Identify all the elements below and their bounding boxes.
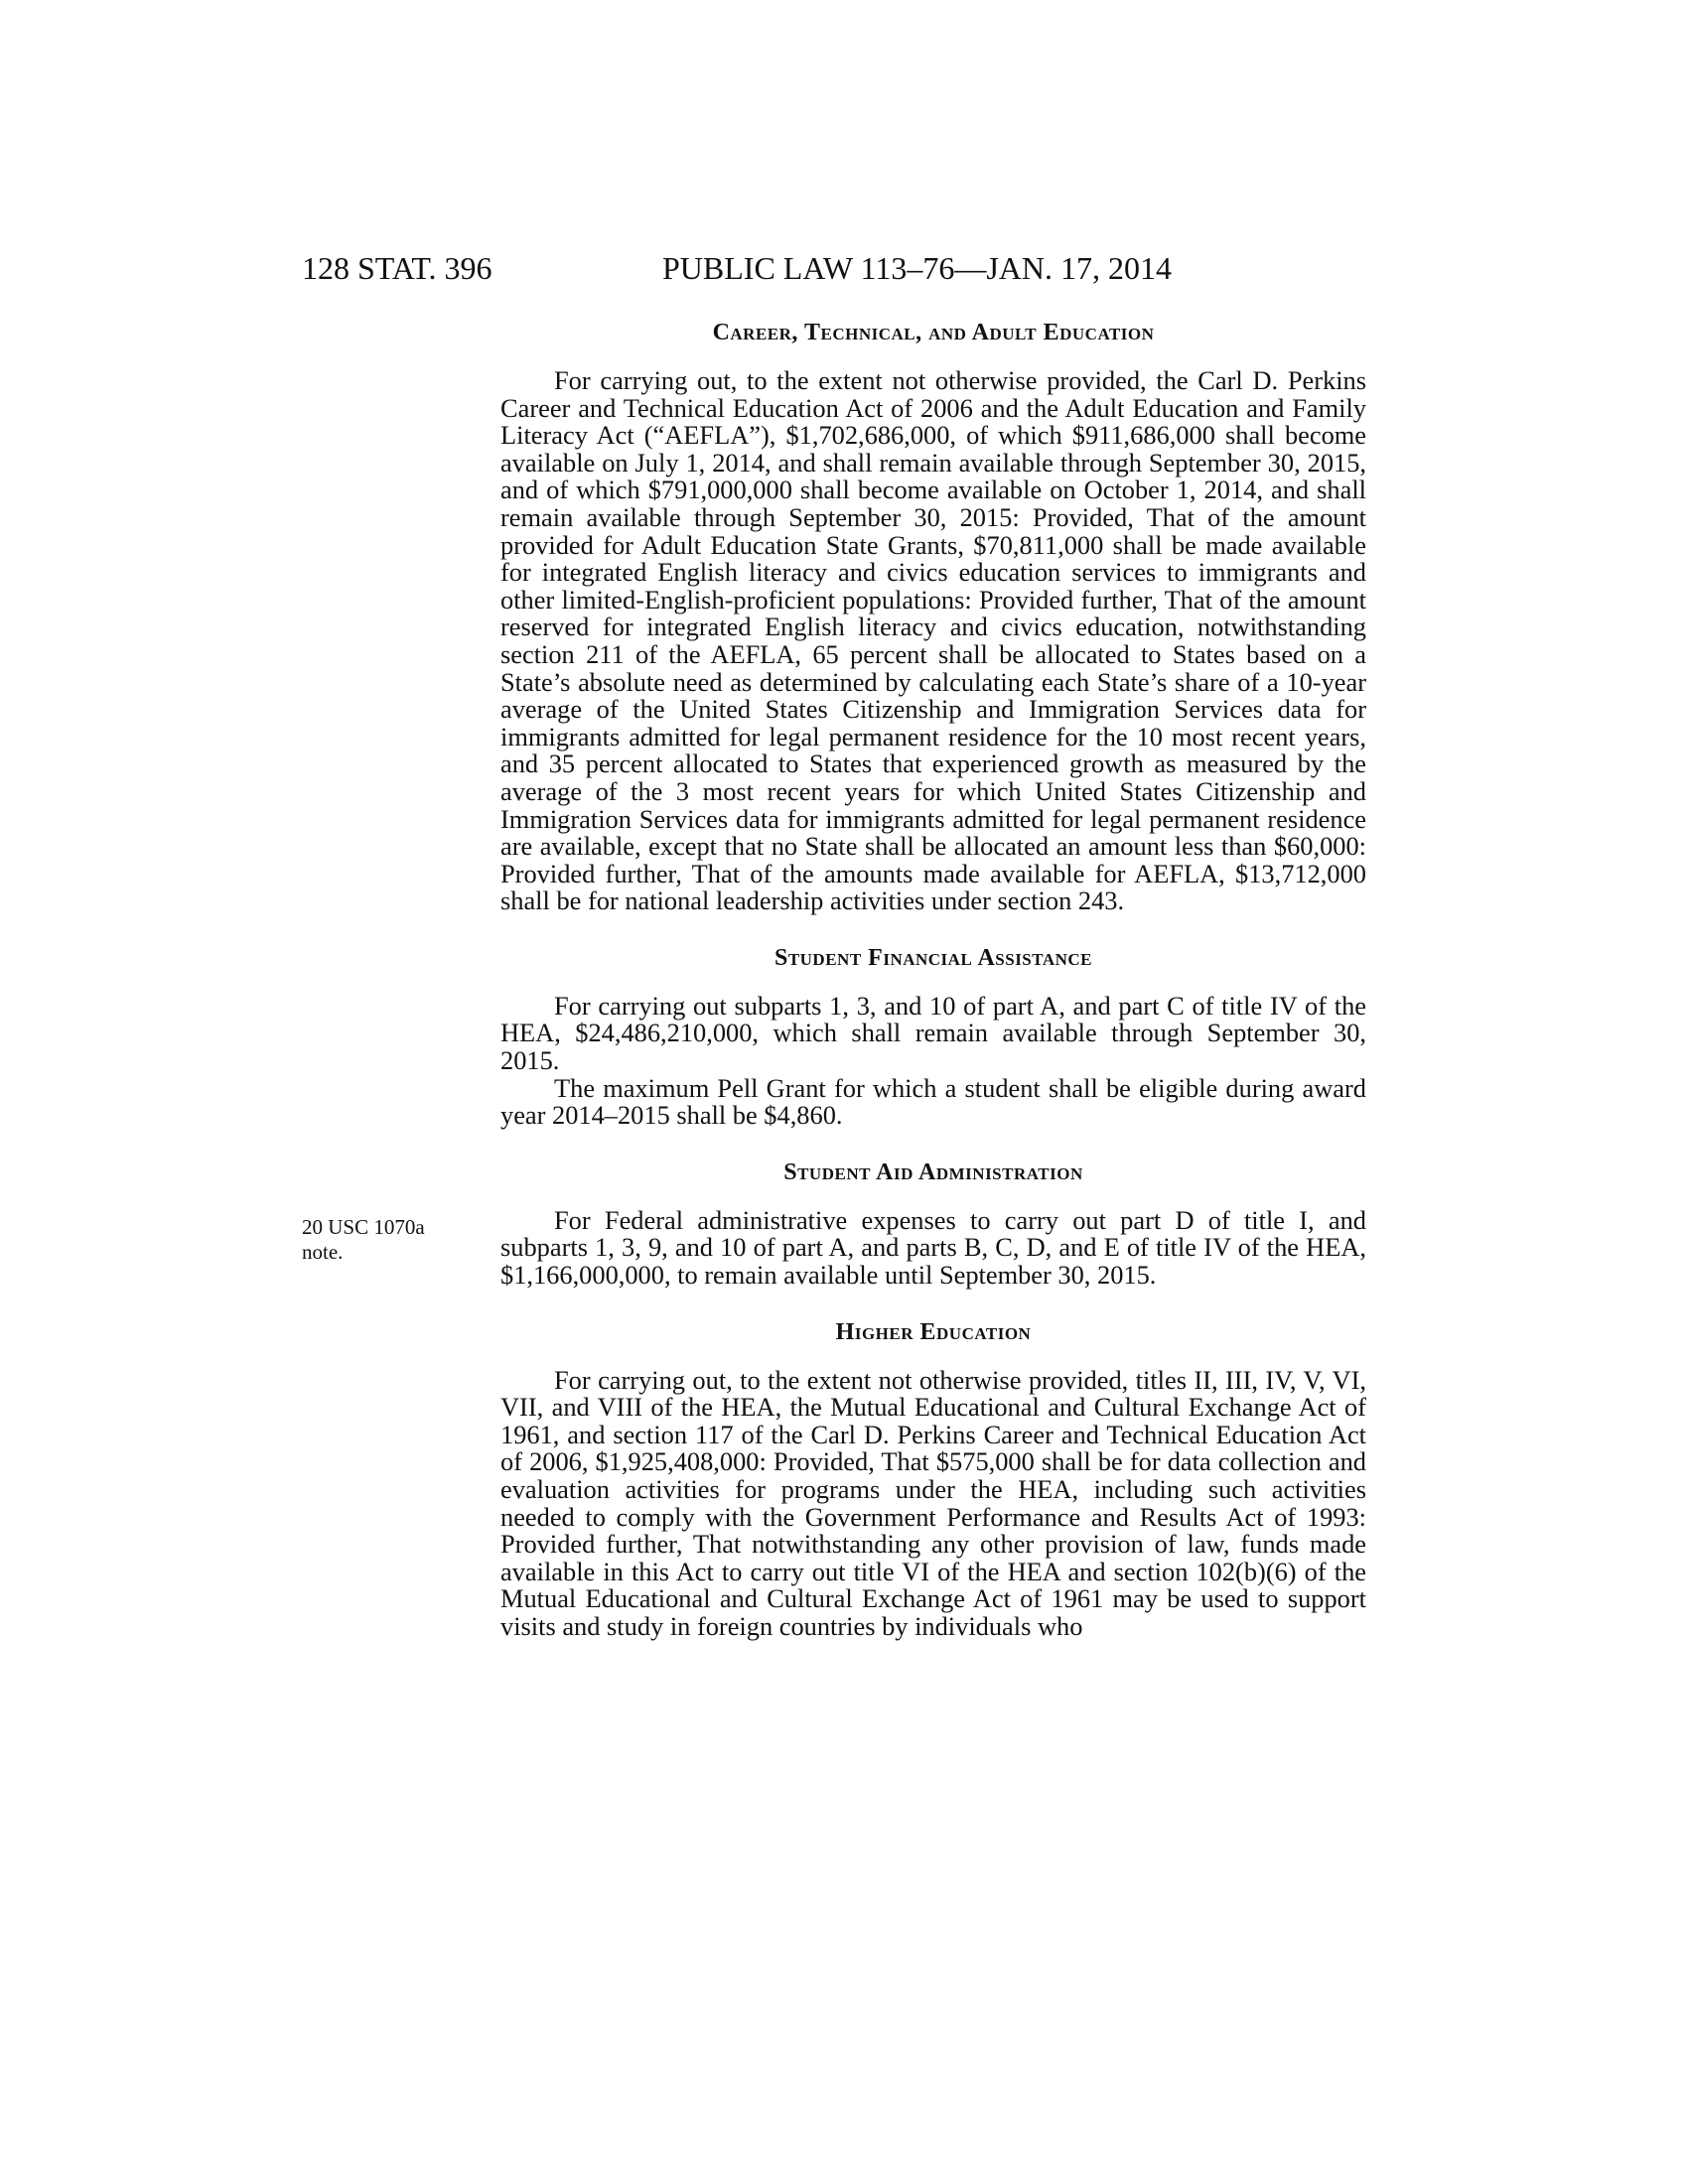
section-heading-student-aid-administration: Student Aid Administration [783,1159,1083,1185]
section-heading-higher-education: Higher Education [835,1318,1032,1345]
paragraph-career-technical: For carrying out, to the extent not otherwise provided, the Carl D. Perkins Career and Technical Education Act of 2006 and the Adult Education and Family Literacy Act (“AEFLA”), $1,702,686,000, of which $911,686,000 shall become available on July 1, 2014, and shall remain available through September 30, 2015, and of which $791,000,000 shall become available on October 1, 2014, and shall remain available through September 30, 2015: Provided, That of the amount provided for Adult Education State Grants, $70,811,000 shall be made available for integrated English literacy and civics education services to immigrants and other limited-English-proficient populations: Provided further, That of the amount reserved for integrated English literacy and civics education, notwithstanding section 211 of the AEFLA, 65 percent shall be allocated to States based on a State’s absolute need as determined by calculating each State’s share of a 10-year average of the United States Citizenship and Immigration Services data for immigrants admitted for legal permanent residence for the 10 most recent years, and 35 percent allocated to States that experienced growth as measured by the average of the 3 most recent years for which United States Citizenship and Immigration Services data for immigrants admitted for legal permanent residence are available, except that no State shall be allocated an amount less than $60,000: Provided further, That of the amounts made available for AEFLA, $13,712,000 shall be for national leadership activities under section 243. [500,365,1366,916]
paragraph-higher-education: For carrying out, to the extent not otherwise provided, titles II, III, IV, V, VI, VII, and VIII of the HEA, the Mutual Educational and Cultural Exchange Act of 1961, and section 117 of the Carl D. Perkins Career and Technical Education Act of 2006, $1,925,408,000: Provided, That $575,000 shall be for data collection and evaluation activities for programs under the HEA, including such activities needed to comply with the Government Performance and Results Act of 1993: Provided further, That notwithstanding any other provision of law, funds made available in this Act to carry out title VI of the HEA and section 102(b)(6) of the Mutual Educational and Cultural Exchange Act of 1961 may be used to support visits and study in foreign countries by individuals who [500,1364,1366,1641]
stat-page-number: 128 STAT. 396 [302,250,492,286]
law-title-header: PUBLIC LAW 113–76—JAN. 17, 2014 [662,250,1172,286]
main-text-column [500,318,1366,1641]
section-heading-student-financial-assistance: Student Financial Assistance [774,944,1093,971]
paragraph-student-financial-assistance: For carrying out subparts 1, 3, and 10 of part A, and part C of title IV of the HEA, $24,486,210,000, which shall remain available through September 30, 2015. [500,990,1366,1076]
section-heading-career-technical: Career, Technical, and Adult Education [712,320,1155,345]
margin-note-usc: 20 USC 1070a note. [302,1215,425,1264]
paragraph-pell-grant: The maximum Pell Grant for which a student shall be eligible during award year 2014–2015 shall be $4,860. [500,1072,1366,1131]
paragraph-student-aid-administration: For Federal administrative expenses to carry out part D of title I, and subparts 1, 3, 9, and 10 of part A, and parts B, C, D, and E of title IV of the HEA, $1,166,000,000, to remain available until September 30, 2015. [500,1204,1366,1291]
